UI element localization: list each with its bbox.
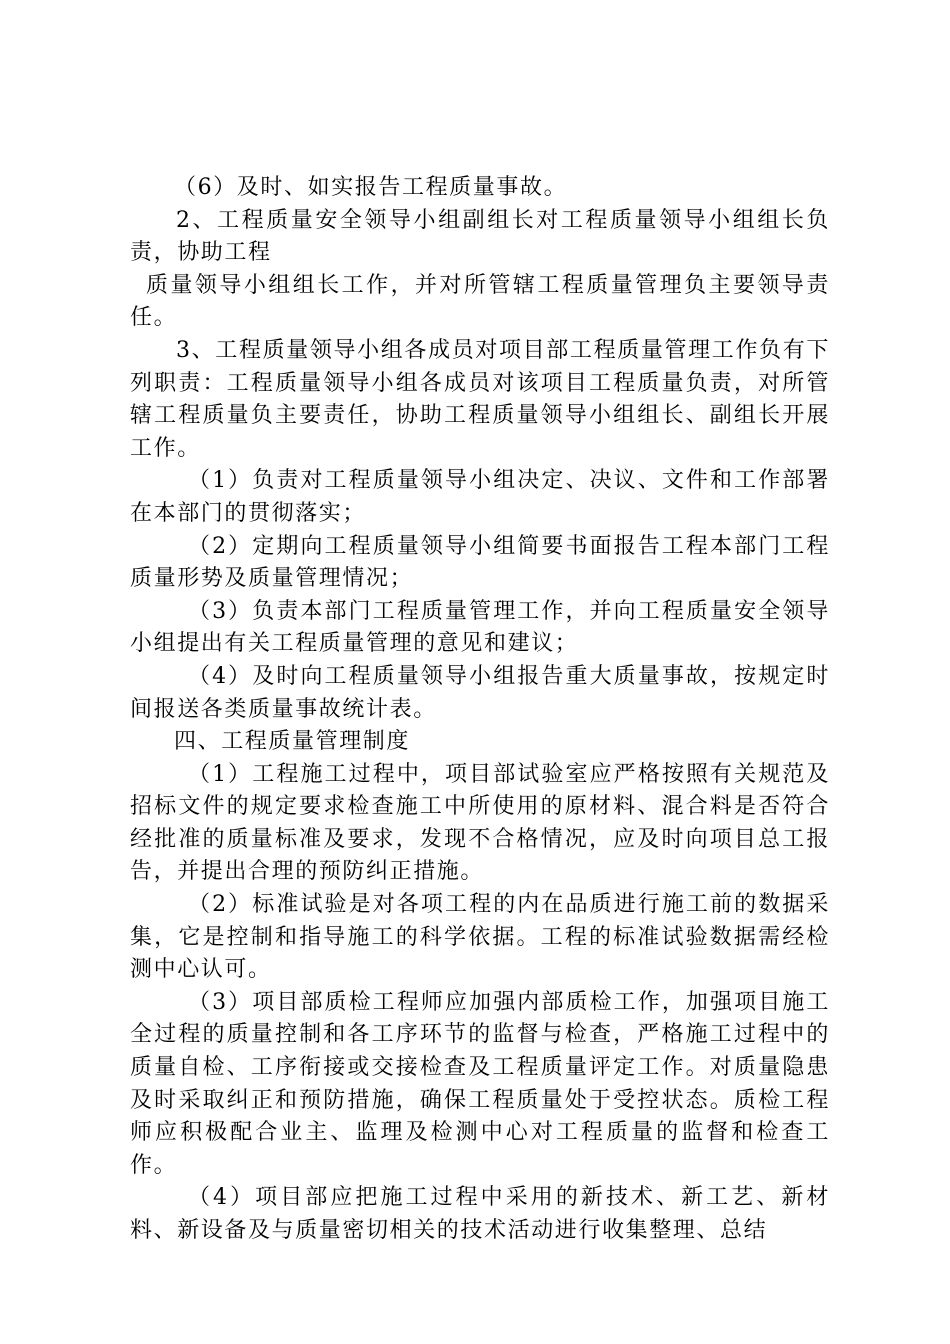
paragraph-rule-3: （3）项目部质检工程师应加强内部质检工作，加强项目施工全过程的质量控制和各工序环节的监督与检查，严格施工过程中的质量自检、工序衔接或交接检查及工程质量评定工作。对质量隐患及时采取纠正和预防措施，确保工程质量处于受控状态。质检工程师应积极配合业主、监理及检测中心对工程质量的监督和检查工作。: [130, 989, 830, 1178]
paragraph-duty-2: （2）定期向工程质量领导小组简要书面报告工程本部门工程质量形势及质量管理情况；: [130, 533, 830, 592]
paragraph-rule-4: （4）项目部应把施工过程中采用的新技术、新工艺、新材料、新设备及与质量密切相关的技术活动进行收集整理、总结: [130, 1185, 830, 1243]
paragraph-rule-1: （1）工程施工过程中，项目部试验室应严格按照有关规范及招标文件的规定要求检查施工中所使用的原材料、混合料是否符合经批准的质量标准及要求，发现不合格情况，应及时向项目总工报告，并提出合理的预防纠正措施。: [130, 761, 830, 885]
paragraph-rule-2: （2）标准试验是对各项工程的内在品质进行施工前的数据采集，它是控制和指导施工的科学依据。工程的标准试验数据需经检测中心认可。: [130, 892, 830, 983]
section-heading-4: 四、工程质量管理制度: [174, 729, 411, 755]
paragraph-item-6: （6）及时、如实报告工程质量事故。: [174, 175, 568, 200]
paragraph-section-2-continued: 质量领导小组组长工作，并对所管辖工程质量管理负主要领导责任。: [130, 272, 830, 331]
paragraph-section-2: 2、工程质量安全领导小组副组长对工程质量领导小组组长负责，协助工程: [130, 207, 830, 266]
paragraph-section-3: 3、工程质量领导小组各成员对项目部工程质量管理工作负有下列职责：工程质量领导小组各成员对该项目工程质量负责，对所管辖工程质量负主要责任，协助工程质量领导小组组长、副组长开展工作。: [130, 337, 830, 461]
paragraph-duty-1: （1）负责对工程质量领导小组决定、决议、文件和工作部署在本部门的贯彻落实；: [130, 468, 830, 526]
paragraph-duty-4: （4）及时向工程质量领导小组报告重大质量事故，按规定时间报送各类质量事故统计表。: [130, 663, 830, 722]
document-body: [130, 172, 830, 1248]
paragraph-duty-3: （3）负责本部门工程质量管理工作，并向工程质量安全领导小组提出有关工程质量管理的意见和建议；: [130, 598, 830, 657]
